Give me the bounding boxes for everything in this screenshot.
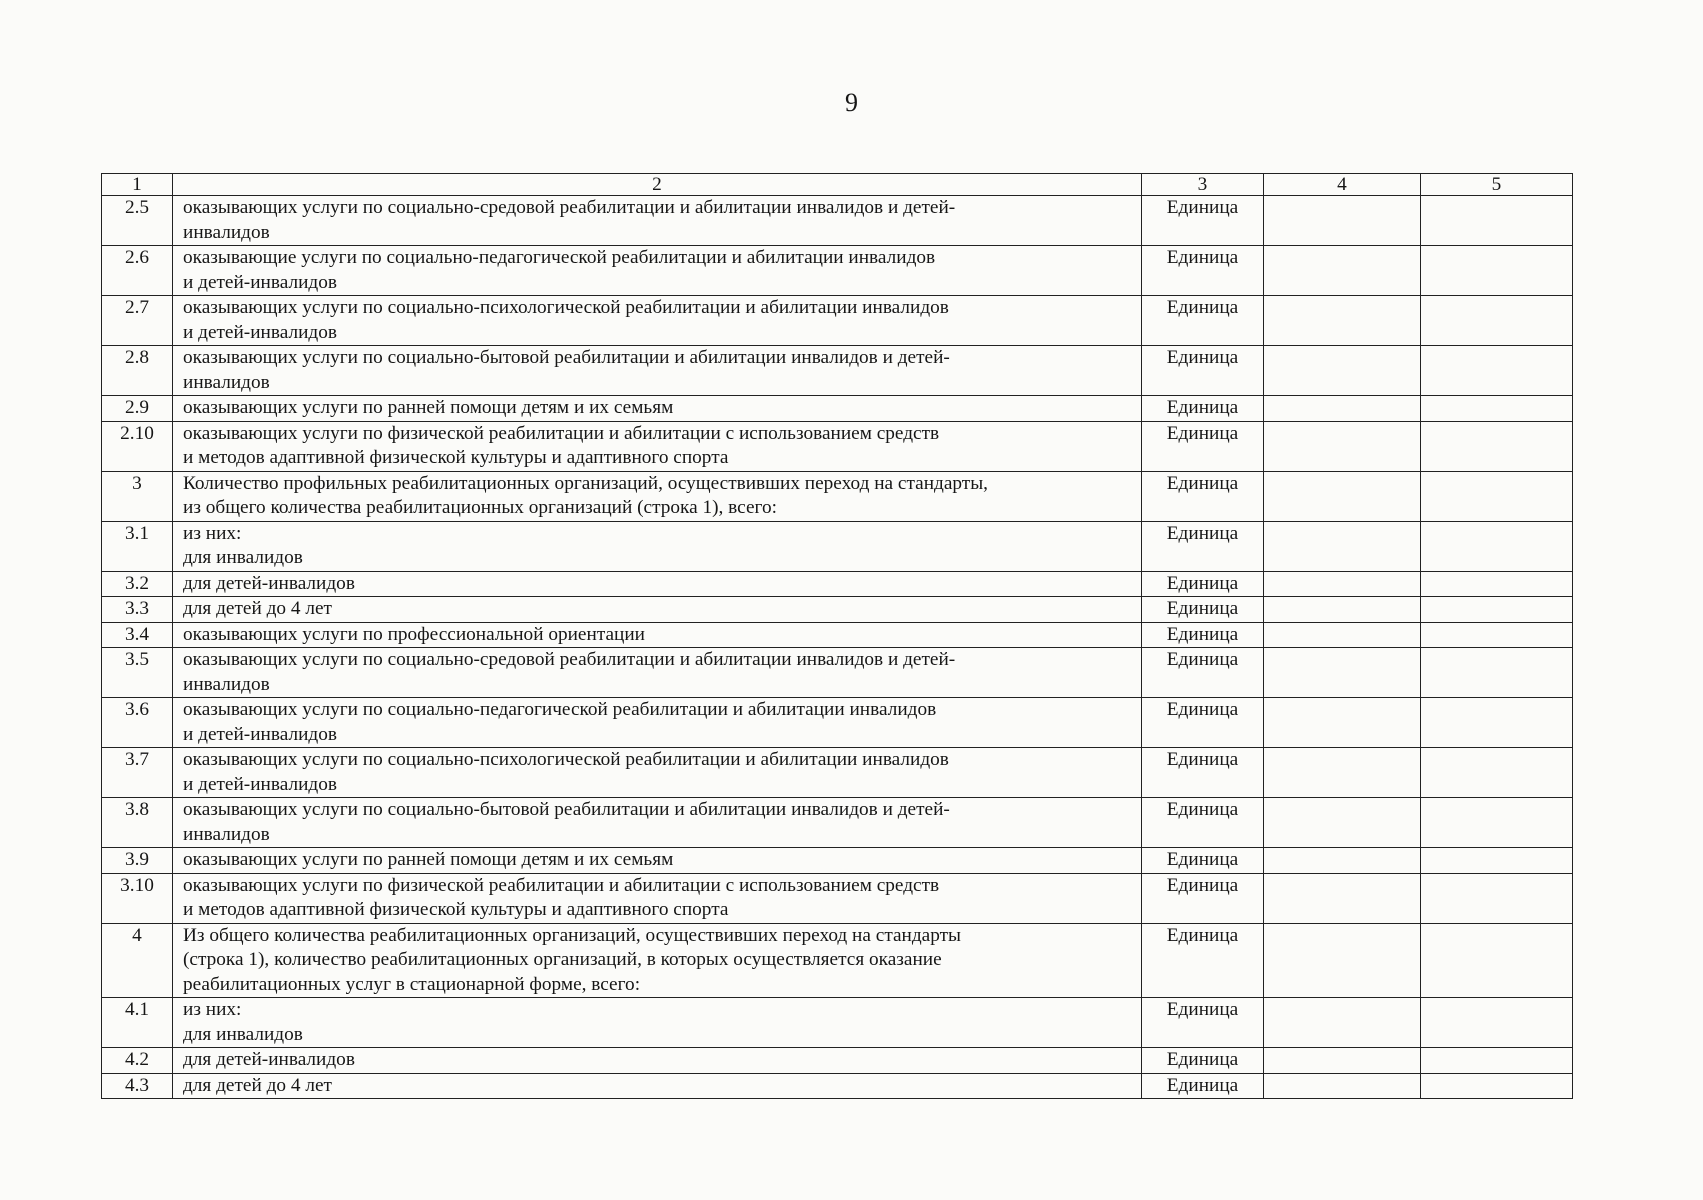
row-value-col5 xyxy=(1421,648,1573,698)
indicator-table xyxy=(101,173,1573,1099)
row-value-col5 xyxy=(1421,698,1573,748)
table-row xyxy=(102,571,1573,597)
row-value-col5 xyxy=(1421,471,1573,521)
row-number: 2.9 xyxy=(102,396,173,422)
row-number: 2.8 xyxy=(102,346,173,396)
row-number: 3.5 xyxy=(102,648,173,698)
table-header-row xyxy=(102,174,1573,196)
table-row xyxy=(102,1073,1573,1099)
table-body xyxy=(102,196,1573,1099)
row-value-col4 xyxy=(1264,597,1421,623)
table-row xyxy=(102,648,1573,698)
row-unit: Единица xyxy=(1142,798,1264,848)
table-row xyxy=(102,296,1573,346)
row-value-col4 xyxy=(1264,998,1421,1048)
table-row xyxy=(102,873,1573,923)
row-value-col4 xyxy=(1264,1073,1421,1099)
row-value-col5 xyxy=(1421,571,1573,597)
row-unit: Единица xyxy=(1142,873,1264,923)
row-value-col4 xyxy=(1264,396,1421,422)
row-description: из них: для инвалидов xyxy=(173,521,1142,571)
table-row xyxy=(102,848,1573,874)
row-unit: Единица xyxy=(1142,571,1264,597)
row-unit: Единица xyxy=(1142,471,1264,521)
row-unit: Единица xyxy=(1142,421,1264,471)
row-value-col4 xyxy=(1264,346,1421,396)
row-number: 3.6 xyxy=(102,698,173,748)
row-unit: Единица xyxy=(1142,923,1264,998)
column-header-3: 3 xyxy=(1142,174,1264,196)
row-value-col4 xyxy=(1264,873,1421,923)
row-description: оказывающих услуги по социально-бытовой реабилитации и абилитации инвалидов и детей- инвалидов xyxy=(173,798,1142,848)
row-description: Количество профильных реабилитационных организаций, осуществивших переход на стандарты, из общего количества реабилитационных организаций (строка 1), всего: xyxy=(173,471,1142,521)
table-row xyxy=(102,998,1573,1048)
row-value-col4 xyxy=(1264,196,1421,246)
table-row xyxy=(102,521,1573,571)
row-description: для детей до 4 лет xyxy=(173,597,1142,623)
row-value-col5 xyxy=(1421,597,1573,623)
table-row xyxy=(102,346,1573,396)
row-number: 3.9 xyxy=(102,848,173,874)
row-description: оказывающих услуги по физической реабилитации и абилитации с использованием средств и методов адаптивной физической культуры и адаптивного спорта xyxy=(173,421,1142,471)
row-description: для детей-инвалидов xyxy=(173,1048,1142,1074)
row-value-col5 xyxy=(1421,396,1573,422)
row-value-col5 xyxy=(1421,1073,1573,1099)
row-value-col4 xyxy=(1264,471,1421,521)
row-unit: Единица xyxy=(1142,848,1264,874)
table-row xyxy=(102,597,1573,623)
row-value-col5 xyxy=(1421,296,1573,346)
row-value-col5 xyxy=(1421,1048,1573,1074)
row-value-col5 xyxy=(1421,748,1573,798)
row-description: оказывающих услуги по социально-педагогической реабилитации и абилитации инвалидов и детей-инвалидов xyxy=(173,698,1142,748)
row-value-col5 xyxy=(1421,196,1573,246)
row-description: Из общего количества реабилитационных организаций, осуществивших переход на стандарты (строка 1), количество реабилитационных организаций, в которых осуществляется оказание реабилитационных услуг в стационарной форме, всего: xyxy=(173,923,1142,998)
table-row xyxy=(102,421,1573,471)
row-number: 3 xyxy=(102,471,173,521)
row-number: 4.1 xyxy=(102,998,173,1048)
row-number: 3.7 xyxy=(102,748,173,798)
row-value-col5 xyxy=(1421,798,1573,848)
page-number: 9 xyxy=(845,88,858,117)
row-value-col4 xyxy=(1264,848,1421,874)
row-value-col4 xyxy=(1264,246,1421,296)
row-number: 4 xyxy=(102,923,173,998)
row-value-col5 xyxy=(1421,622,1573,648)
row-unit: Единица xyxy=(1142,196,1264,246)
row-number: 2.7 xyxy=(102,296,173,346)
row-value-col4 xyxy=(1264,421,1421,471)
table-row xyxy=(102,698,1573,748)
row-unit: Единица xyxy=(1142,597,1264,623)
column-header-5: 5 xyxy=(1421,174,1573,196)
row-value-col5 xyxy=(1421,873,1573,923)
row-number: 3.4 xyxy=(102,622,173,648)
table-row xyxy=(102,1048,1573,1074)
table-row xyxy=(102,471,1573,521)
table-row xyxy=(102,246,1573,296)
row-description: оказывающих услуги по профессиональной ориентации xyxy=(173,622,1142,648)
row-unit: Единица xyxy=(1142,246,1264,296)
column-header-2: 2 xyxy=(173,174,1142,196)
row-description: для детей-инвалидов xyxy=(173,571,1142,597)
row-number: 3.8 xyxy=(102,798,173,848)
row-value-col4 xyxy=(1264,622,1421,648)
table-row xyxy=(102,748,1573,798)
row-value-col4 xyxy=(1264,296,1421,346)
row-number: 3.10 xyxy=(102,873,173,923)
row-description: оказывающих услуги по социально-средовой реабилитации и абилитации инвалидов и детей- инвалидов xyxy=(173,196,1142,246)
row-unit: Единица xyxy=(1142,296,1264,346)
row-unit: Единица xyxy=(1142,521,1264,571)
row-unit: Единица xyxy=(1142,1048,1264,1074)
row-description: оказывающих услуги по ранней помощи детям и их семьям xyxy=(173,848,1142,874)
row-unit: Единица xyxy=(1142,346,1264,396)
row-number: 2.6 xyxy=(102,246,173,296)
row-value-col4 xyxy=(1264,648,1421,698)
row-value-col5 xyxy=(1421,923,1573,998)
row-description: оказывающих услуги по социально-бытовой реабилитации и абилитации инвалидов и детей- инвалидов xyxy=(173,346,1142,396)
row-unit: Единица xyxy=(1142,698,1264,748)
row-value-col5 xyxy=(1421,421,1573,471)
row-description: оказывающих услуги по социально-средовой реабилитации и абилитации инвалидов и детей- инвалидов xyxy=(173,648,1142,698)
table-row xyxy=(102,622,1573,648)
row-description: оказывающих услуги по социально-психологической реабилитации и абилитации инвалидов и детей-инвалидов xyxy=(173,296,1142,346)
row-unit: Единица xyxy=(1142,396,1264,422)
row-description: оказывающих услуги по физической реабилитации и абилитации с использованием средств и методов адаптивной физической культуры и адаптивного спорта xyxy=(173,873,1142,923)
row-description: оказывающих услуги по социально-психологической реабилитации и абилитации инвалидов и детей-инвалидов xyxy=(173,748,1142,798)
row-number: 2.5 xyxy=(102,196,173,246)
row-value-col5 xyxy=(1421,346,1573,396)
row-number: 2.10 xyxy=(102,421,173,471)
table-row xyxy=(102,923,1573,998)
row-unit: Единица xyxy=(1142,748,1264,798)
row-unit: Единица xyxy=(1142,622,1264,648)
row-value-col5 xyxy=(1421,246,1573,296)
row-number: 4.3 xyxy=(102,1073,173,1099)
row-number: 3.3 xyxy=(102,597,173,623)
row-description: для детей до 4 лет xyxy=(173,1073,1142,1099)
row-description: оказывающие услуги по социально-педагогической реабилитации и абилитации инвалидов и детей-инвалидов xyxy=(173,246,1142,296)
row-number: 3.2 xyxy=(102,571,173,597)
row-description: из них: для инвалидов xyxy=(173,998,1142,1048)
row-unit: Единица xyxy=(1142,998,1264,1048)
row-number: 4.2 xyxy=(102,1048,173,1074)
row-value-col4 xyxy=(1264,923,1421,998)
table-row xyxy=(102,798,1573,848)
row-value-col4 xyxy=(1264,521,1421,571)
column-header-1: 1 xyxy=(102,174,173,196)
row-description: оказывающих услуги по ранней помощи детям и их семьям xyxy=(173,396,1142,422)
row-value-col5 xyxy=(1421,521,1573,571)
row-value-col4 xyxy=(1264,1048,1421,1074)
row-value-col5 xyxy=(1421,848,1573,874)
row-unit: Единица xyxy=(1142,648,1264,698)
row-unit: Единица xyxy=(1142,1073,1264,1099)
row-value-col5 xyxy=(1421,998,1573,1048)
row-number: 3.1 xyxy=(102,521,173,571)
row-value-col4 xyxy=(1264,798,1421,848)
column-header-4: 4 xyxy=(1264,174,1421,196)
table-row xyxy=(102,196,1573,246)
row-value-col4 xyxy=(1264,698,1421,748)
row-value-col4 xyxy=(1264,748,1421,798)
table-row xyxy=(102,396,1573,422)
row-value-col4 xyxy=(1264,571,1421,597)
